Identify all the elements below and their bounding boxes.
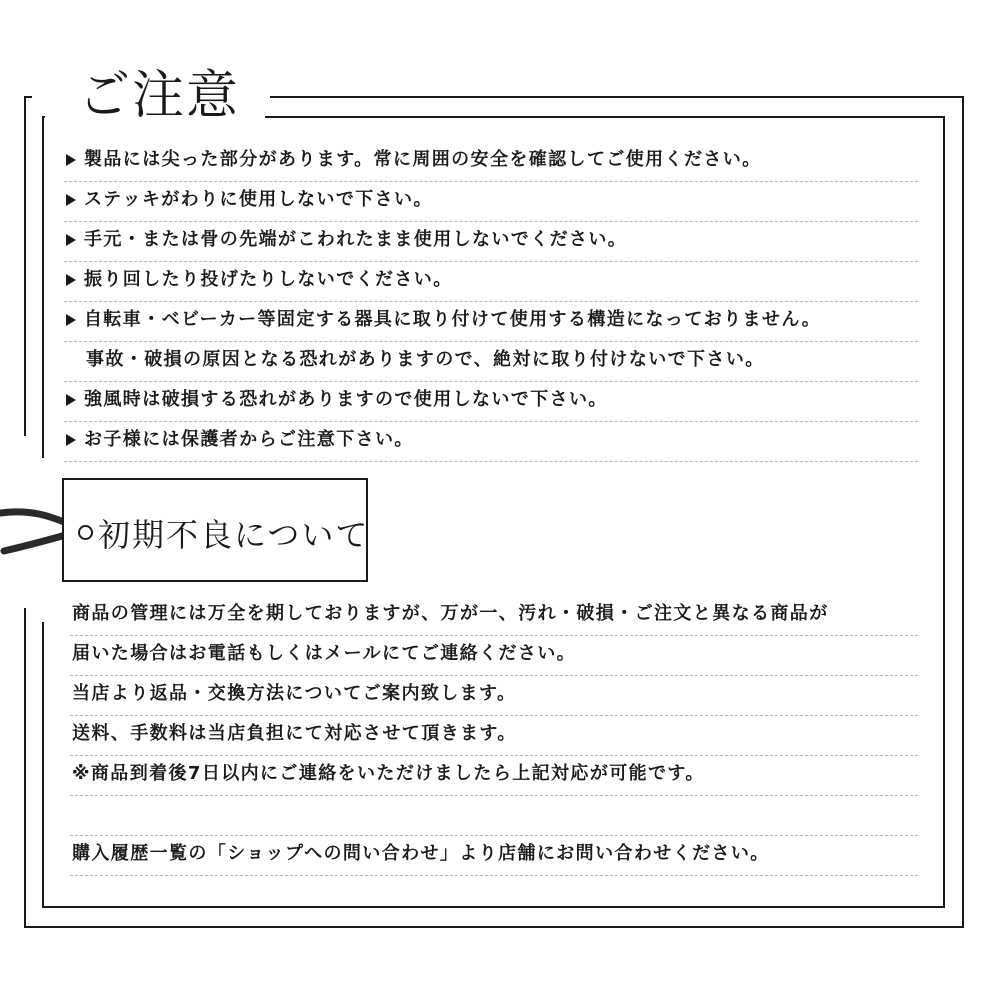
defects-heading: 初期不良について (98, 516, 370, 554)
tag-hole-icon (78, 525, 93, 540)
bullet-triangle-icon (66, 154, 76, 166)
bullet-triangle-icon (66, 434, 76, 446)
bullet-triangle-icon (66, 234, 76, 246)
caution-item-continuation: 事故・破損の原因となる恐れがありますので、絶対に取り付けないで下さい。 (86, 349, 765, 370)
bullet-triangle-icon (66, 274, 76, 286)
list-item (64, 342, 918, 382)
defects-line: 送料、手数料は当店負担にて対応させて頂きます。 (72, 723, 517, 744)
list-item (70, 836, 918, 876)
list-item (64, 422, 918, 462)
defects-line: 届いた場合はお電話もしくはメールにてご連絡ください。 (72, 643, 577, 664)
caution-item-text: 強風時は破損する恐れがありますので使用しないで下さい。 (84, 389, 608, 410)
caution-item-text: お子様には保護者からご注意下さい。 (84, 429, 414, 450)
defects-line: 商品の管理には万全を期しておりますが、万が一、汚れ・破損・ご注文と異なる商品が (72, 603, 829, 624)
list-item (70, 756, 918, 796)
list-item (64, 222, 918, 262)
caution-item-text: 製品には尖った部分があります。常に周囲の安全を確認してご使用ください。 (84, 149, 762, 170)
list-item (64, 382, 918, 422)
defects-line: 当店より返品・交換方法についてご案内致します。 (72, 683, 517, 704)
bullet-triangle-icon (66, 314, 76, 326)
defects-line: 購入履歴一覧の「ショップへの問い合わせ」より店舗にお問い合わせください。 (72, 843, 770, 864)
caution-title: ご注意 (78, 66, 241, 126)
list-item (64, 182, 918, 222)
list-item (64, 142, 918, 182)
caution-item-text: 自転車・ベビーカー等固定する器具に取り付けて使用する構造になっておりません。 (84, 309, 822, 330)
list-item (70, 676, 918, 716)
list-item (70, 796, 918, 836)
bullet-triangle-icon (66, 194, 76, 206)
list-item (70, 596, 918, 636)
caution-item-text: 手元・または骨の先端がこわれたまま使用しないでください。 (84, 229, 628, 250)
caution-item-text: ステッキがわりに使用しないで下さい。 (84, 189, 433, 210)
caution-item-text: 振り回したり投げたりしないでください。 (84, 269, 453, 290)
list-item (70, 716, 918, 756)
defects-line: ※商品到着後7日以内にご連絡をいただけましたら上記対応が可能です。 (72, 763, 705, 784)
list-item (64, 262, 918, 302)
list-item (70, 636, 918, 676)
bullet-triangle-icon (66, 394, 76, 406)
list-item (64, 302, 918, 342)
